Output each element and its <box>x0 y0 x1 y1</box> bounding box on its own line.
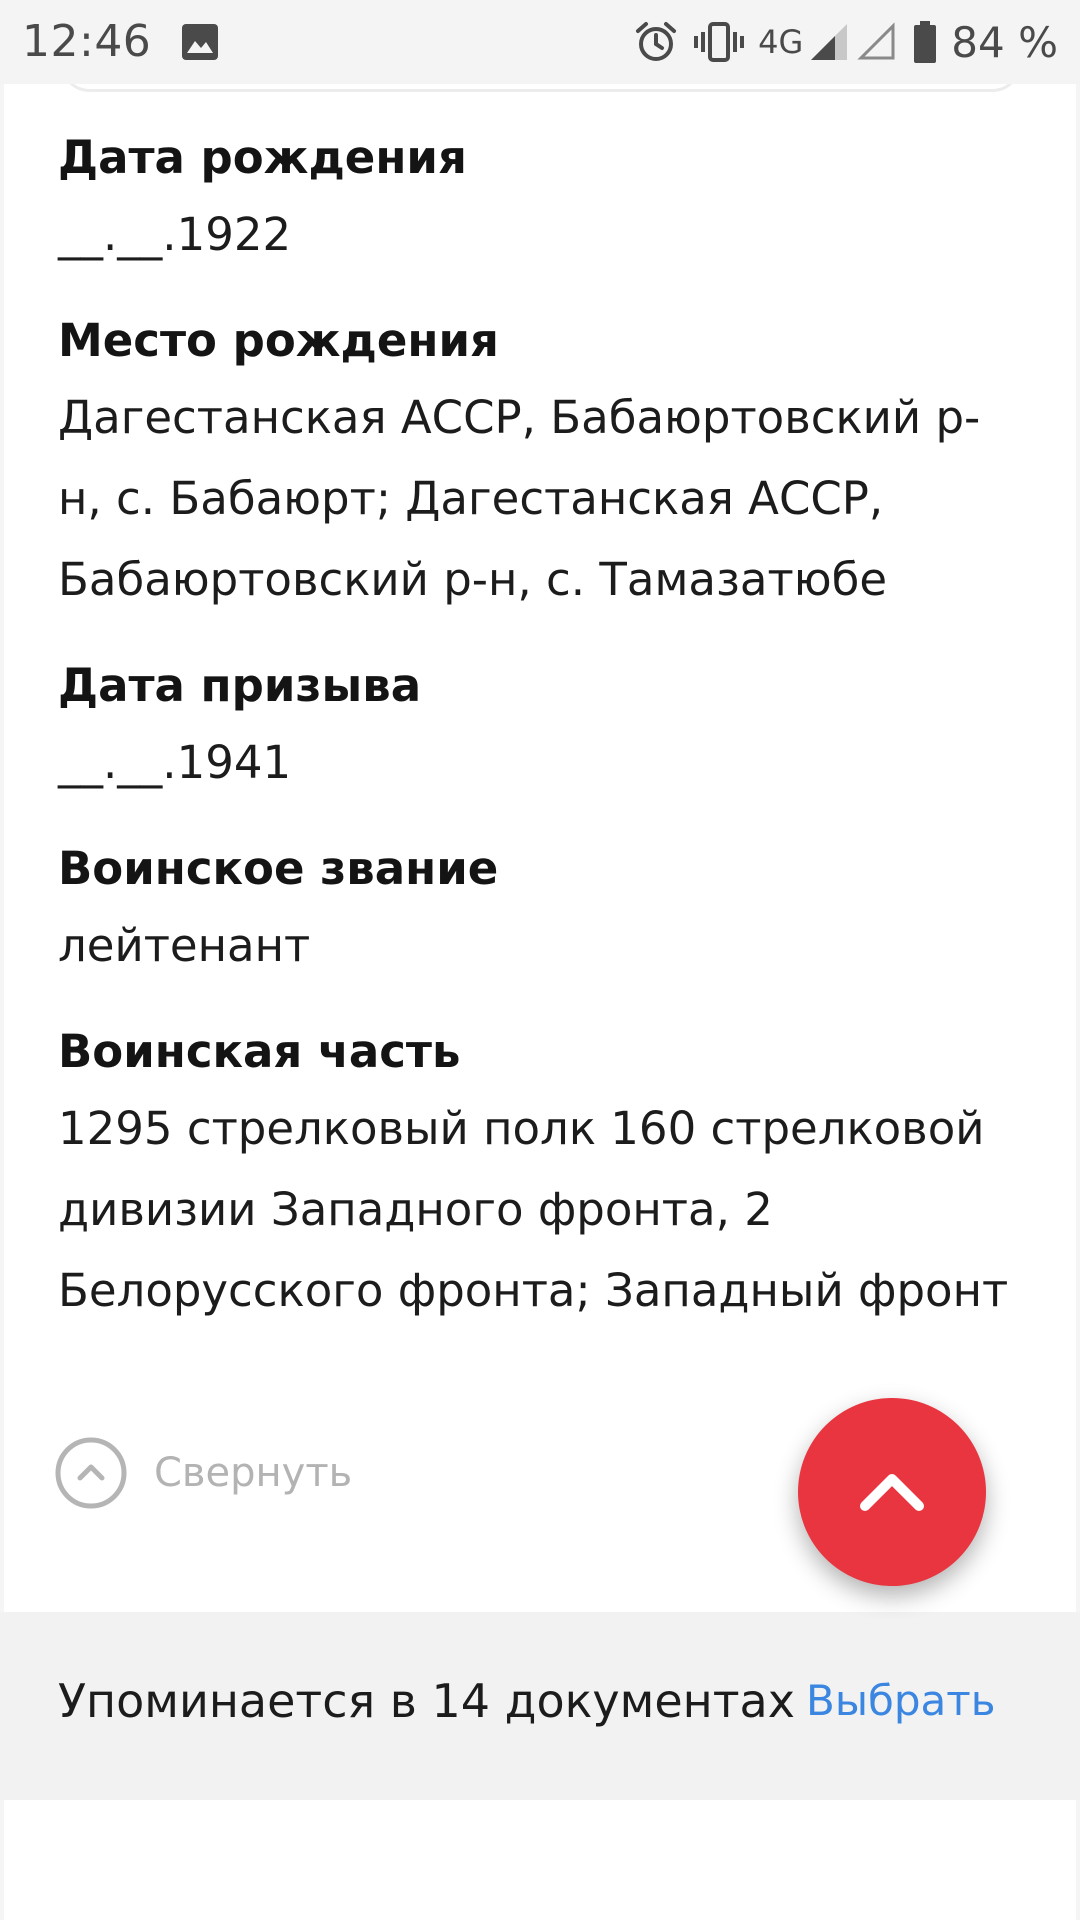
field-value: 1295 стрелковый полк 160 стрелковой дивизии Западного фронта, 2 Белорусского фронта; Западный фронт <box>58 1102 1009 1317</box>
birth-place-field <box>58 305 1018 620</box>
birth-date-field <box>58 122 1018 275</box>
signal-icon <box>809 22 849 62</box>
alarm-icon <box>634 20 678 64</box>
chevron-up-icon <box>857 1470 927 1514</box>
field-label: Место рождения <box>58 314 499 367</box>
field-value: Дагестанская АССР, Бабаюртовский р-н, с. Бабаюрт; Дагестанская АССР, Бабаюртовский р-н, с. Тамазатюбе <box>58 391 981 606</box>
mentions-bar <box>0 1612 1080 1800</box>
field-label: Дата рождения <box>58 131 467 184</box>
select-documents-link[interactable]: Выбрать <box>806 1676 996 1725</box>
military-rank-field <box>58 833 1018 986</box>
status-icons <box>618 12 1058 72</box>
details-list <box>58 122 1018 1361</box>
conscription-date-field <box>58 650 1018 803</box>
collapse-label: Свернуть <box>154 1450 353 1496</box>
bottom-area <box>4 1800 1076 1920</box>
scroll-to-top-button[interactable] <box>798 1398 986 1586</box>
mentions-count-text: Упоминается в 14 документах <box>58 1674 795 1728</box>
status-bar <box>0 0 1080 84</box>
collapse-button[interactable] <box>54 1434 352 1512</box>
status-time: 12:46 <box>22 16 152 67</box>
field-value: __.__.1922 <box>58 208 292 261</box>
battery-percent: 84 % <box>951 17 1058 67</box>
battery-icon <box>913 20 937 64</box>
chevron-up-circle-icon <box>54 1436 128 1510</box>
vibrate-icon <box>694 20 744 64</box>
military-unit-field <box>58 1016 1018 1331</box>
field-label: Дата призыва <box>58 659 422 712</box>
field-value: __.__.1941 <box>58 736 292 789</box>
soldier-details-card <box>4 84 1076 1612</box>
network-type: 4G <box>758 23 804 61</box>
gallery-icon <box>180 22 220 62</box>
field-label: Воинская часть <box>58 1025 461 1078</box>
field-value: лейтенант <box>58 919 311 972</box>
field-label: Воинское звание <box>58 842 499 895</box>
signal-empty-icon <box>857 22 897 62</box>
